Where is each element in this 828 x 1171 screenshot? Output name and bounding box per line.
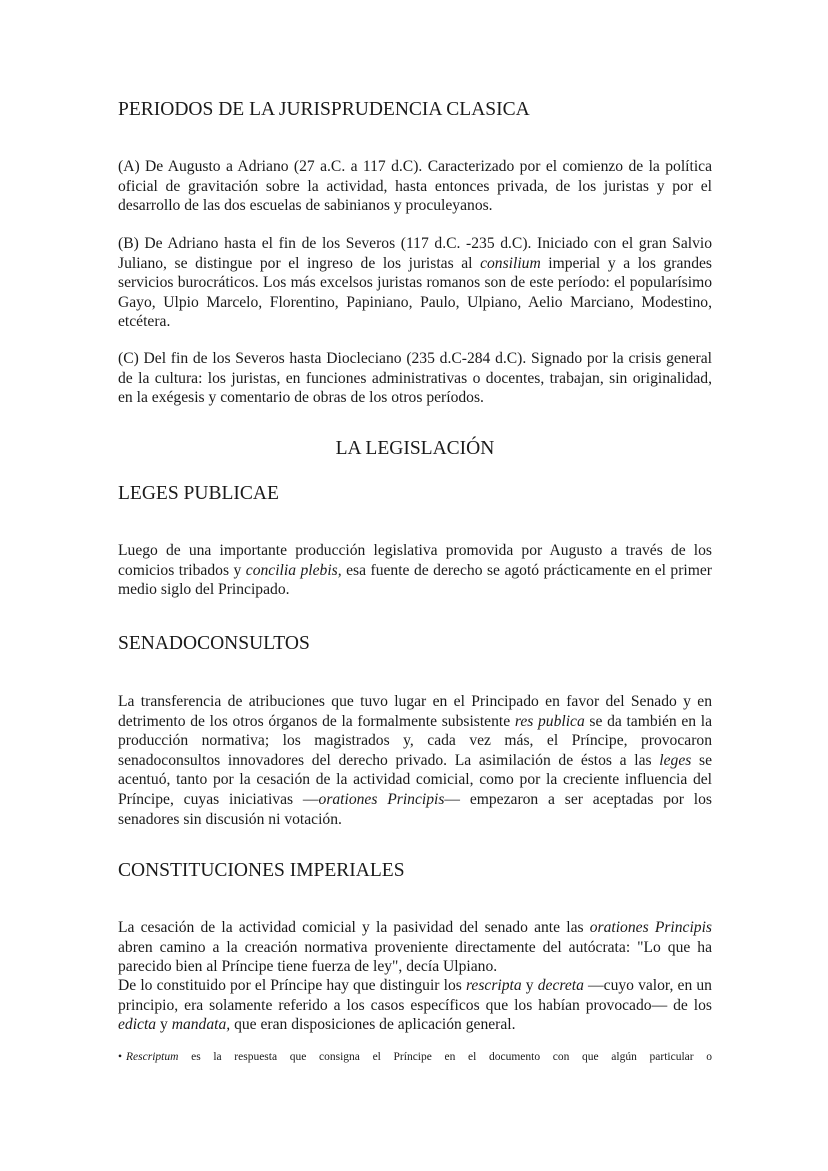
text-run: (B) De Adriano hasta el fin de los Severos (117 d.C. -235 d.C). Iniciado con el gran Salvio Juliano, se distingue por el ingreso de los juristas al: [118, 235, 712, 272]
text-run: se acentuó, tanto por la cesación de la actividad comicial, como por la creciente influencia del Príncipe, cuyas iniciativas —: [118, 751, 712, 808]
italic-run: rescripta: [465, 977, 522, 994]
paragraph-senadoconsultos: [118, 692, 712, 829]
italic-run: consilium: [480, 254, 541, 272]
italic-run: concilia plebis,: [245, 561, 342, 579]
italic-run: orationes Principis: [589, 919, 712, 936]
italic-run: orationes Principis: [318, 790, 445, 808]
italic-run: leges: [659, 751, 692, 769]
text-run: —cuyo valor, en un principio, era solamente referido a los casos específicos que los habían provocado— de los: [118, 977, 712, 1014]
heading-legislacion: LA LEGISLACIÓN: [335, 438, 495, 459]
text-run: Luego de una importante producción legislativa promovida por Augusto a través de los comicios tribados y: [118, 542, 712, 579]
heading-constituciones: CONSTITUCIONES IMPERIALES: [118, 860, 405, 881]
italic-run: mandata,: [171, 1016, 231, 1034]
italic-run: Rescriptum: [126, 1051, 179, 1063]
italic-run: decreta: [537, 977, 584, 994]
text-run: esa fuente de derecho se agotó prácticamente en el primer medio siglo del Principado.: [118, 561, 712, 599]
paragraph-periodo-c: (C) Del fin de los Severos hasta Diocleciano (235 d.C-284 d.C). Signado por la crisis general de la cultura: los juristas, en funciones administrativas o docentes, trabajan, sin originalidad, en la exégesis y comentario de obras de los otros períodos.: [118, 350, 712, 407]
paragraph-constituciones-1: [118, 918, 712, 977]
text-run: La transferencia de atribuciones que tuvo lugar en el Principado en favor del Senado y en detrimento de los otros órganos de la formalmente subsistente: [118, 693, 712, 730]
text-run: que eran disposiciones de aplicación general.: [230, 1016, 516, 1034]
paragraph-leges: [118, 541, 712, 600]
paragraph-periodo-a: (A) De Augusto a Adriano (27 a.C. a 117 d.C). Caracterizado por el comienzo de la política oficial de gravitación sobre la actividad, hasta entonces privada, de los juristas y por el desarrollo de las dos escuelas de sabinianos y proculeyanos.: [118, 158, 712, 215]
heading-periodos: PERIODOS DE LA JURISPRUDENCIA CLASICA: [118, 99, 530, 120]
text-run: La cesación de la actividad comicial y la pasividad del senado ante las: [118, 919, 590, 936]
heading-leges-publicae: LEGES PUBLICAE: [118, 483, 279, 504]
italic-run: edicta: [118, 1016, 157, 1034]
bullet-icon: •: [118, 1051, 123, 1063]
italic-run: res publica: [514, 712, 585, 730]
text-run: — empezaron a ser aceptadas por los senadores sin discusión ni votación.: [118, 790, 713, 828]
text-run: De lo constituido por el Príncipe hay que distinguir los: [118, 977, 466, 994]
paragraph-constituciones-2: [118, 976, 712, 1035]
heading-senadoconsultos: SENADOCONSULTOS: [118, 633, 310, 654]
text-run: imperial y a los grandes servicios burocráticos. Los más excelsos juristas romanos son de este período: el popularísimo Gayo, Ulpio Marcelo, Florentino, Papiniano, Paulo, Ulpiano, Aelio Marciano, Modestino, etcétera.: [118, 254, 712, 331]
text-run: y: [521, 977, 538, 994]
text-run: se da también en la producción normativa; los magistrados y, cada vez más, el Príncipe, provocaron senadoconsultos innovadores del derecho privado. La asimilación de éstos a las: [118, 712, 712, 769]
text-run: es la respuesta que consigna el Príncipe en el documento con que algún particular o: [178, 1051, 712, 1063]
bullet-rescriptum: [118, 1050, 712, 1064]
text-run: abren camino a la creación normativa proveniente directamente del autócrata: "Lo que ha parecido bien al Príncipe tiene fuerza de ley", decía Ulpiano.: [118, 938, 712, 976]
text-run: y: [156, 1016, 172, 1034]
paragraph-periodo-b: [118, 234, 712, 332]
